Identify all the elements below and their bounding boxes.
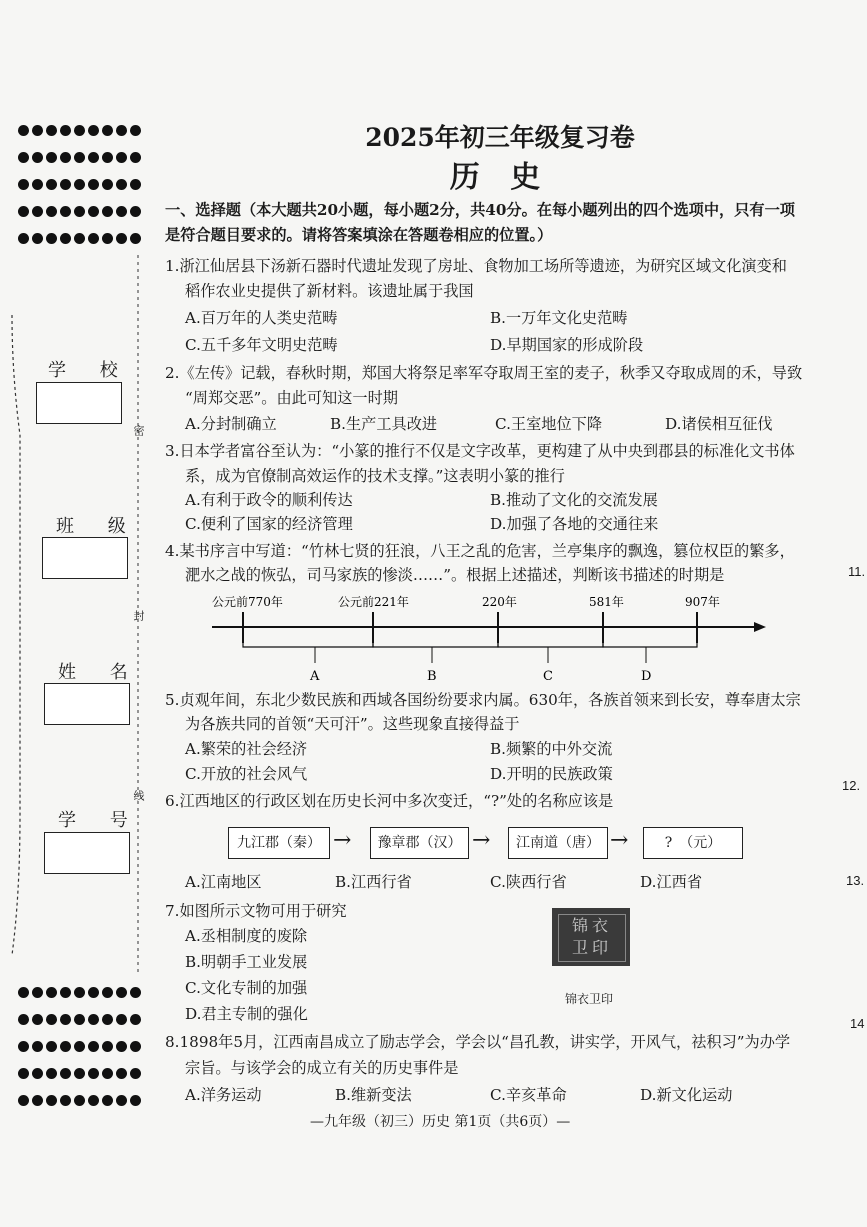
page-footer: —九年级（初三）历史 第1页（共6页）—	[310, 1114, 571, 1130]
flow-arrow-2: →	[472, 828, 491, 853]
q6-option-a: A.江南地区	[185, 873, 262, 891]
student-id-field[interactable]	[44, 832, 130, 874]
flow-box-1: 九江郡（秦）	[228, 827, 330, 859]
timeline-tick-label-3: 220年	[482, 595, 517, 609]
timeline-segment-b: B	[427, 669, 437, 684]
q5-option-b: B.频繁的中外交流	[490, 740, 613, 758]
q6-option-d: D.江西省	[640, 873, 703, 891]
section-heading-line1: 一、选择题（本大题共20小题，每小题2分，共40分。在每小题列出的四个选项中，只有一项	[165, 201, 795, 219]
binding-dots-top	[18, 121, 144, 256]
q2-stem-line2: “周郑交恶”。由此可知这一时期	[185, 389, 398, 407]
timeline-bracket-d	[603, 643, 697, 647]
q7-stem-line1: 7.如图所示文物可用于研究	[165, 902, 347, 920]
school-label: 学 校	[48, 360, 132, 381]
q7-option-d: D.君主专制的强化	[185, 1005, 308, 1023]
school-field[interactable]	[36, 382, 122, 424]
q3-option-b: B.推动了文化的交流发展	[490, 491, 658, 509]
timeline-bracket-b	[373, 643, 498, 647]
name-label: 姓 名	[58, 662, 142, 683]
q2-stem-line1: 2.《左传》记载，春秋时期，郑国大将祭足率军夺取周王室的麦子，秋季又夺取成周的禾，导致	[165, 364, 803, 382]
relic-caption: 锦衣卫印	[565, 992, 614, 1006]
q1-option-c: C.五千多年文明史范畴	[185, 336, 338, 354]
flow-box-2: 豫章郡（汉）	[370, 827, 469, 859]
timeline-figure	[200, 590, 775, 685]
q1-option-d: D.早期国家的形成阶段	[490, 336, 644, 354]
q5-stem-line2: 为各族共同的首领“天可汗”。这些现象直接得益于	[185, 715, 520, 733]
q2-option-d: D.诸侯相互征伐	[665, 415, 773, 433]
q1-option-b: B.一万年文化史范畴	[490, 309, 628, 327]
timeline-segment-a: A	[310, 669, 320, 684]
margin-fragment-12: 12.	[842, 778, 861, 793]
timeline-tick-label-1: 公元前770年	[212, 595, 283, 609]
exam-title: 2025年初三年级复习卷	[365, 123, 635, 152]
subject-title: 历 史	[449, 160, 551, 195]
q5-option-d: D.开明的民族政策	[490, 765, 613, 783]
margin-fragment-14: 14	[850, 1016, 865, 1031]
margin-fragment-11: 11.	[848, 564, 866, 579]
class-field[interactable]	[42, 537, 128, 579]
q3-stem-line2: 系，成为官僚制高效运作的技术支撑。”这表明小篆的推行	[185, 467, 565, 485]
student-id-label: 学 号	[58, 810, 142, 831]
seal-relic-image: 锦衣 卫印	[552, 908, 630, 966]
seal-mark-mi: 密	[132, 425, 145, 436]
q8-option-c: C.辛亥革命	[490, 1086, 567, 1104]
q2-option-b: B.生产工具改进	[330, 415, 438, 433]
q2-option-a: A.分封制确立	[185, 415, 277, 433]
timeline-bracket-a	[243, 643, 373, 647]
class-label: 班 级	[56, 516, 140, 537]
q8-option-a: A.洋务运动	[185, 1086, 262, 1104]
q1-stem-line1: 1.浙江仙居县下汤新石器时代遗址发现了房址、食物加工场所等遗迹，为研究区域文化演变和	[165, 257, 787, 275]
q7-option-b: B.明朝手工业发展	[185, 953, 308, 971]
q6-option-b: B.江西行省	[335, 873, 412, 891]
flow-box-4: ? （元）	[643, 827, 743, 859]
section-heading-line2: 是符合题目要求的。请将答案填涂在答题卷相应的位置。）	[165, 226, 553, 244]
q5-option-a: A.繁荣的社会经济	[185, 740, 308, 758]
q4-stem-line1: 4.某书序言中写道：“竹林七贤的狂浪，八王之乱的危害，兰亭集序的飘逸，篡位权臣的繁多，	[165, 542, 795, 560]
seal-mark-feng: 封	[132, 610, 145, 621]
q3-option-a: A.有利于政令的顺利传达	[185, 491, 353, 509]
q1-option-a: A.百万年的人类史范畴	[185, 309, 338, 327]
q2-option-c: C.王室地位下降	[495, 415, 603, 433]
timeline-arrowhead	[754, 622, 766, 632]
q8-option-d: D.新文化运动	[640, 1086, 733, 1104]
q8-stem-line2: 宗旨。与该学会的成立有关的历史事件是	[185, 1059, 459, 1077]
q1-stem-line2: 稻作农业史提供了新材料。该遗址属于我国	[185, 282, 474, 300]
q7-option-a: A.丞相制度的废除	[185, 927, 308, 945]
flow-arrow-3: →	[610, 828, 629, 853]
q5-option-c: C.开放的社会风气	[185, 765, 308, 783]
flow-box-3: 江南道（唐）	[508, 827, 608, 859]
flow-arrow-1: →	[333, 828, 352, 853]
margin-fragment-13: 13.	[846, 873, 865, 888]
q8-option-b: B.维新变法	[335, 1086, 412, 1104]
q8-stem-line1: 8.1898年5月，江西南昌成立了励志学会，学会以“昌孔教，讲实学，开风气，祛积习”为办学	[165, 1033, 791, 1051]
q3-option-d: D.加强了各地的交通往来	[490, 515, 659, 533]
q4-stem-line2: 淝水之战的恢弘，司马家族的惨淡……”。根据上述描述，判断该书描述的时期是	[185, 566, 725, 584]
q6-option-c: C.陕西行省	[490, 873, 567, 891]
q5-stem-line1: 5.贞观年间，东北少数民族和西域各国纷纷要求内属。630年，各族首领来到长安，尊奉唐太宗	[165, 691, 801, 709]
timeline-segment-c: C	[543, 669, 553, 684]
binding-dots-bottom	[18, 983, 144, 1118]
q6-stem-line1: 6.江西地区的行政区划在历史长河中多次变迁，“?”处的名称应该是	[165, 792, 614, 810]
timeline-tick-label-4: 581年	[589, 595, 624, 609]
timeline-tick-label-5: 907年	[685, 595, 720, 609]
name-field[interactable]	[44, 683, 130, 725]
timeline-segment-d: D	[641, 669, 652, 684]
timeline-tick-label-2: 公元前221年	[338, 595, 409, 609]
q7-option-c: C.文化专制的加强	[185, 979, 308, 997]
seal-mark-xian: 线	[132, 790, 145, 801]
q3-stem-line1: 3.日本学者富谷至认为：“小篆的推行不仅是文字改革，更构建了从中央到郡县的标准化文书体	[165, 442, 795, 460]
q3-option-c: C.便利了国家的经济管理	[185, 515, 353, 533]
timeline-bracket-c	[498, 643, 603, 647]
